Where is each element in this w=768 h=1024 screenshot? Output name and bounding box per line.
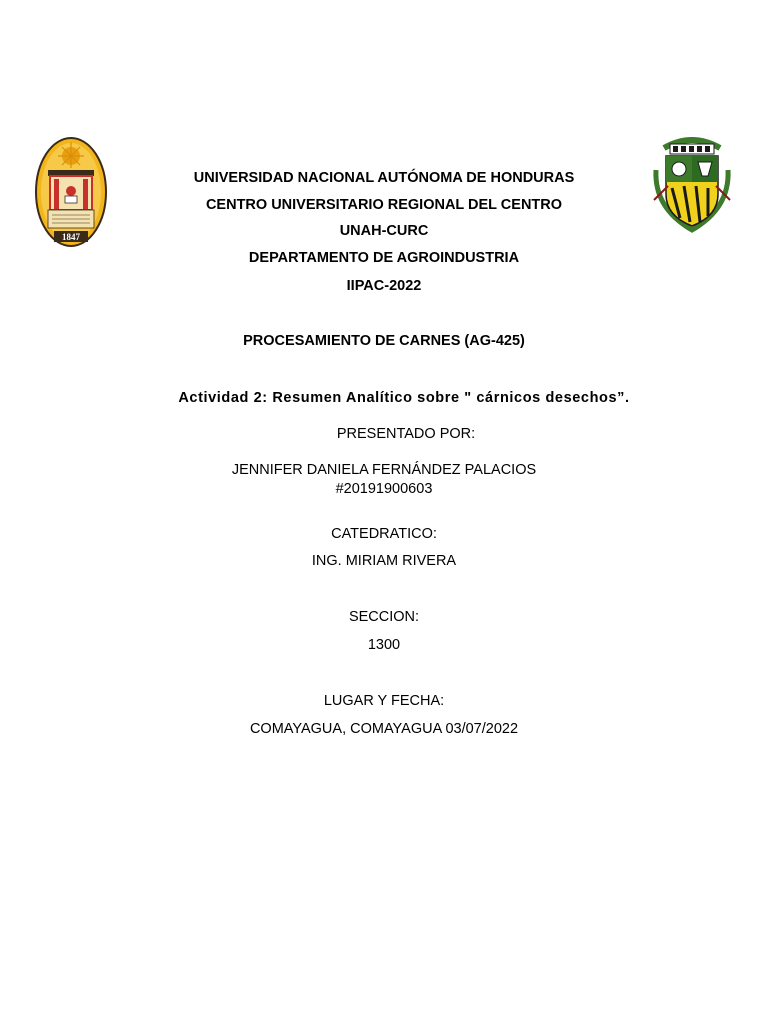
period: IIPAC-2022 <box>346 278 422 294</box>
section-label: SECCION: <box>348 609 420 625</box>
place-date-label: LUGAR Y FECHA: <box>323 693 445 709</box>
student-id: #20191900603 <box>335 481 433 497</box>
svg-text:1847: 1847 <box>62 232 80 242</box>
acronym: UNAH-CURC <box>339 223 429 239</box>
course-title: PROCESAMIENTO DE CARNES (AG-425) <box>243 333 525 349</box>
teacher-label: CATEDRATICO: <box>331 526 437 542</box>
university-name: UNIVERSIDAD NACIONAL AUTÓNOMA DE HONDURAS <box>193 170 575 186</box>
place-date-value: COMAYAGUA, COMAYAGUA 03/07/2022 <box>249 721 519 737</box>
department-name: DEPARTAMENTO DE AGROINDUSTRIA <box>248 250 520 266</box>
center-name: CENTRO UNIVERSITARIO REGIONAL DEL CENTRO <box>205 197 563 213</box>
activity-title: Actividad 2: Resumen Analítico sobre " cárnicos desechos”. <box>178 390 630 406</box>
teacher-name: ING. MIRIAM RIVERA <box>311 553 457 569</box>
presented-by-label: PRESENTADO POR: <box>336 426 476 442</box>
section-value: 1300 <box>367 637 401 653</box>
student-name: JENNIFER DANIELA FERNÁNDEZ PALACIOS <box>231 462 537 478</box>
